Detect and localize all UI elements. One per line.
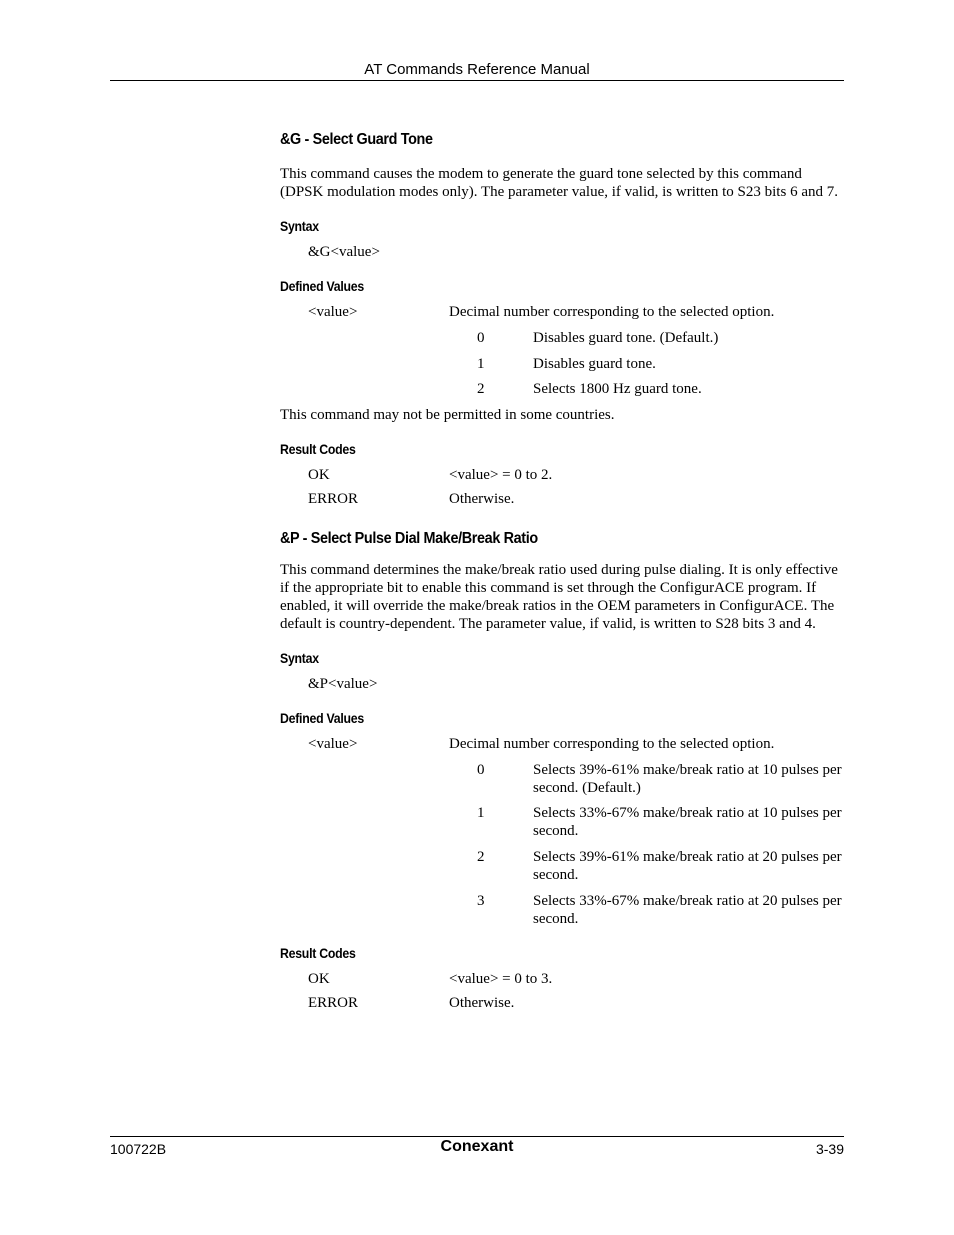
option-desc: Selects 1800 Hz guard tone. [533, 381, 702, 397]
section-p-defined-values-heading: Defined Values [280, 710, 364, 726]
section-p-syntax-heading: Syntax [280, 650, 319, 666]
footer-doc-id: 100722B [110, 1141, 167, 1157]
section-p-result-codes-heading: Result Codes [280, 945, 356, 961]
option-value: 2 [477, 381, 485, 397]
option-desc: Selects 39%-61% make/break ratio at 10 pulses per second. (Default.) [533, 762, 842, 796]
option-value: 1 [477, 356, 485, 372]
section-p-description: This command determines the make/break ratio used during pulse dialing. It is only effective if the appropriate bit to enable this command is set through the ConfigurACE program. If enabled, it will override the make/break ratios in the OEM parameters in ConfigurACE. The default is country-dependent. The parameter value, if valid, is written to S28 bits 3 and 4. [280, 562, 838, 632]
result-code: OK [308, 971, 330, 987]
section-p-option [280, 804, 844, 840]
section-g-param-name: <value> [308, 304, 358, 320]
option-value: 0 [477, 762, 485, 778]
footer-company: Conexant [440, 1138, 514, 1155]
section-g-result-codes-heading: Result Codes [280, 441, 356, 457]
section-p-param-name: <value> [308, 736, 358, 752]
result-desc: <value> = 0 to 2. [449, 467, 553, 483]
section-p-syntax: &P<value> [308, 676, 378, 692]
result-code: ERROR [308, 491, 359, 507]
section-g-title: &G - Select Guard Tone [280, 131, 433, 148]
result-code: OK [308, 467, 330, 483]
option-value: 2 [477, 849, 485, 865]
section-p-option [280, 761, 844, 797]
section-p-param-desc: Decimal number corresponding to the selected option. [449, 736, 775, 752]
section-g-param-desc: Decimal number corresponding to the selected option. [449, 304, 775, 320]
result-code: ERROR [308, 995, 359, 1011]
option-desc: Disables guard tone. (Default.) [533, 330, 719, 346]
section-g-option [280, 355, 844, 373]
section-g-result-row [280, 490, 844, 508]
option-desc: Selects 33%-67% make/break ratio at 20 pulses per second. [533, 893, 842, 927]
option-desc: Selects 33%-67% make/break ratio at 10 pulses per second. [533, 805, 842, 839]
result-desc: <value> = 0 to 3. [449, 971, 553, 987]
section-g-syntax: &G<value> [308, 244, 380, 260]
section-p-result-row [280, 970, 844, 988]
footer-page-number: 3-39 [815, 1141, 844, 1157]
result-desc: Otherwise. [449, 995, 515, 1011]
section-p-option [280, 892, 844, 928]
section-g-result-row [280, 466, 844, 484]
section-g-defined-values-heading: Defined Values [280, 278, 364, 294]
section-g-description: This command causes the modem to generate the guard tone selected by this command (DPSK modulation modes only). The parameter value, if valid, is written to S23 bits 6 and 7. [280, 166, 838, 200]
section-g-option [280, 380, 844, 398]
option-desc: Disables guard tone. [533, 356, 656, 372]
section-p-title: &P - Select Pulse Dial Make/Break Ratio [280, 530, 538, 547]
option-desc: Selects 39%-61% make/break ratio at 20 pulses per second. [533, 849, 842, 883]
option-value: 3 [477, 893, 485, 909]
header-rule [110, 80, 844, 81]
section-g-option [280, 329, 844, 347]
section-g-syntax-heading: Syntax [280, 218, 319, 234]
option-value: 1 [477, 805, 485, 821]
page-content [280, 129, 844, 1012]
section-p-option [280, 848, 844, 884]
page-header-title: AT Commands Reference Manual [364, 61, 590, 78]
section-g-param-row [280, 303, 844, 321]
section-p-param-row [280, 735, 844, 753]
footer-rule [110, 1136, 844, 1137]
result-desc: Otherwise. [449, 491, 515, 507]
section-g-note: This command may not be permitted in some countries. [280, 407, 615, 423]
option-value: 0 [477, 330, 485, 346]
section-p-result-row [280, 994, 844, 1012]
